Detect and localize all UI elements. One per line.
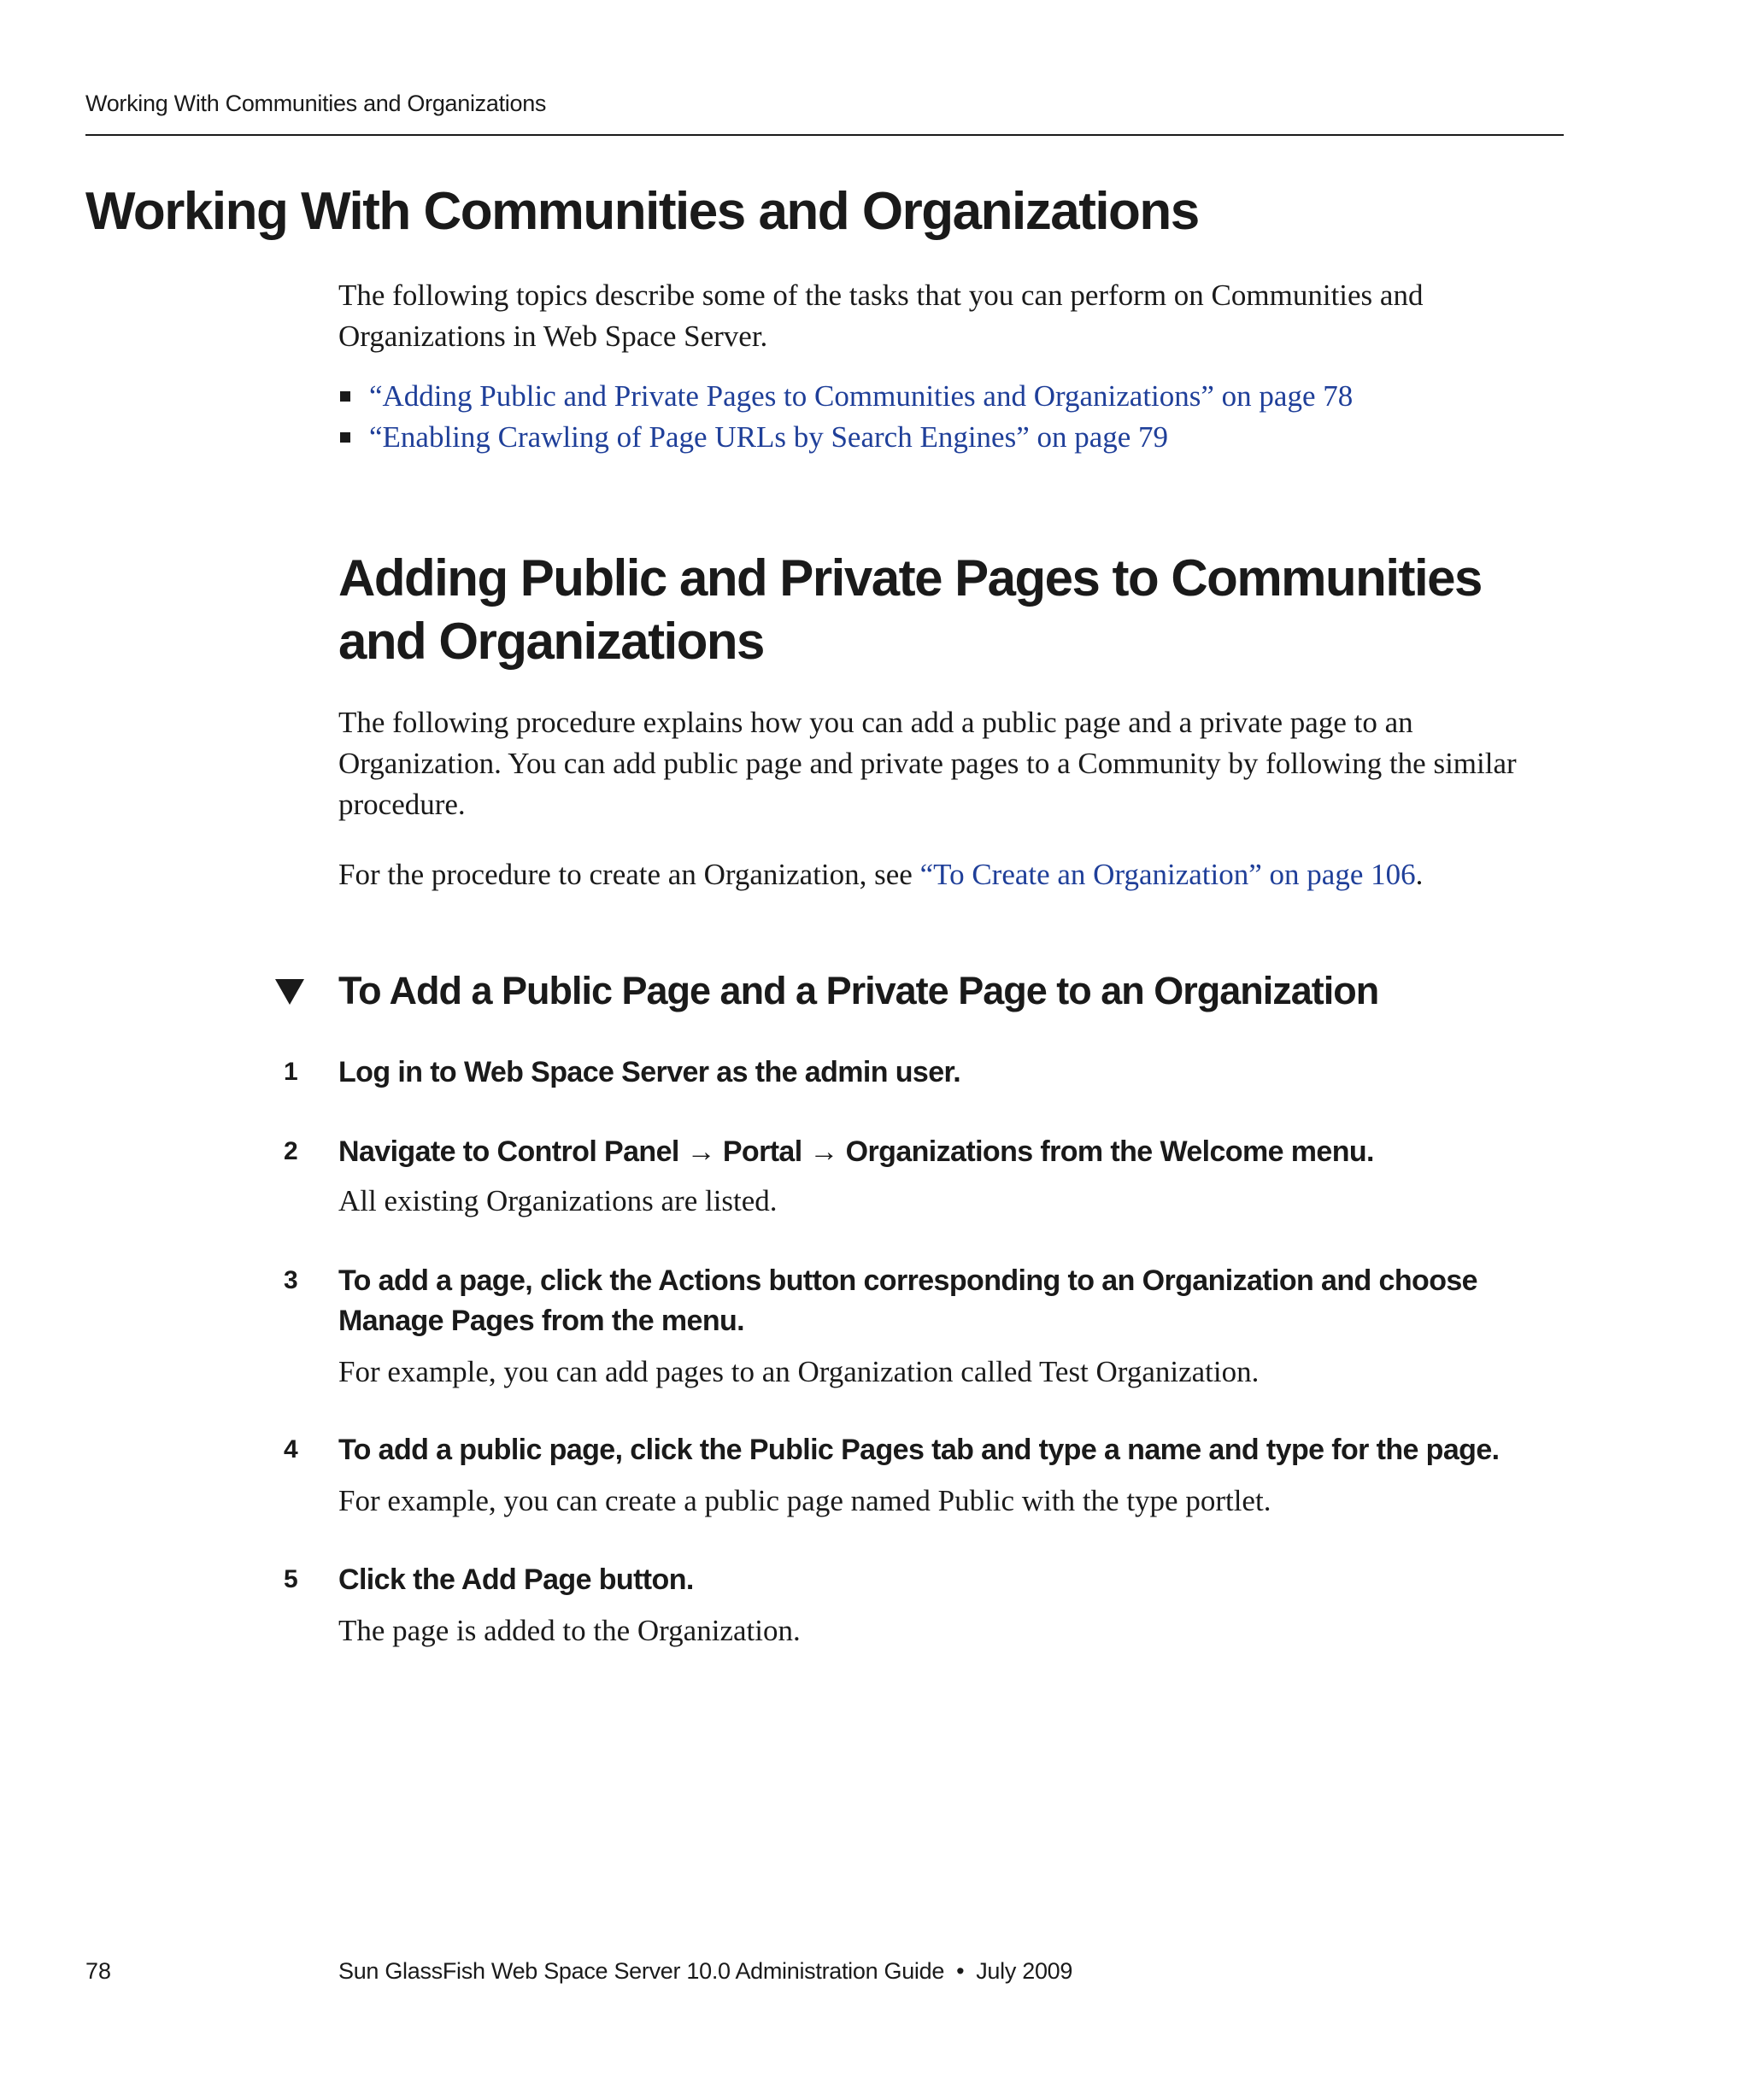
footer-separator: • — [956, 1958, 965, 1984]
step-number: 3 — [284, 1266, 298, 1294]
step-result: All existing Organizations are listed. — [338, 1184, 778, 1217]
step-instruction: Click the Add Page button. — [338, 1563, 694, 1596]
running-header: Working With Communities and Organizations — [85, 91, 547, 116]
chapter-title: Working With Communities and Organizations — [85, 182, 1199, 241]
step-number: 5 — [284, 1565, 298, 1593]
procedure-triangle-icon — [275, 979, 304, 1005]
chapter-intro: The following topics describe some of the tasks that you can perform on Communities and Organizations in Web Space Server. — [338, 279, 1424, 353]
section-title: Adding Public and Private Pages to Communities and Organizations — [338, 549, 1482, 670]
header-rule — [85, 134, 1564, 136]
step-result: The page is added to the Organization. — [338, 1614, 801, 1647]
topic-link-list — [338, 376, 1353, 458]
page-number: 78 — [85, 1958, 112, 1984]
list-item — [338, 376, 1353, 417]
topic-link-enabling-crawling[interactable]: “Enabling Crawling of Page URLs by Search Engines” on page 79 — [369, 420, 1169, 454]
step-result: For example, you can create a public page named Public with the type portlet. — [338, 1484, 1271, 1517]
square-bullet-icon — [340, 432, 350, 443]
list-item — [338, 417, 1353, 458]
step-instruction: Log in to Web Space Server as the admin user. — [338, 1056, 961, 1088]
running-footer — [338, 1958, 1072, 1985]
step-instruction: To add a public page, click the Public Pages tab and type a name and type for the page. — [338, 1434, 1500, 1466]
square-bullet-icon — [340, 391, 350, 402]
step-number: 1 — [284, 1058, 298, 1086]
reference-suffix: . — [1415, 858, 1424, 891]
step-number: 4 — [284, 1435, 298, 1464]
book-title: Sun GlassFish Web Space Server 10.0 Administration Guide — [338, 1958, 945, 1984]
section-reference-paragraph — [338, 854, 1560, 895]
create-organization-link[interactable]: “To Create an Organization” on page 106 — [919, 858, 1416, 891]
step-number: 2 — [284, 1137, 298, 1165]
step-instruction: Navigate to Control Panel → Portal → Organizations from the Welcome menu. — [338, 1135, 1374, 1168]
publication-date: July 2009 — [976, 1958, 1073, 1984]
step-instruction: To add a page, click the Actions button corresponding to an Organization and choose Manage Pages from the menu. — [338, 1264, 1477, 1337]
section-paragraph: The following procedure explains how you can add a public page and a private page to an Organization. You can add public page and private pages to a Community by following the similar procedure. — [338, 706, 1517, 821]
topic-link-adding-pages[interactable]: “Adding Public and Private Pages to Communities and Organizations” on page 78 — [369, 379, 1354, 413]
step-result: For example, you can add pages to an Organization called Test Organization. — [338, 1355, 1260, 1388]
procedure-title: To Add a Public Page and a Private Page to an Organization — [338, 969, 1379, 1012]
reference-prefix: For the procedure to create an Organization, see — [338, 858, 920, 891]
